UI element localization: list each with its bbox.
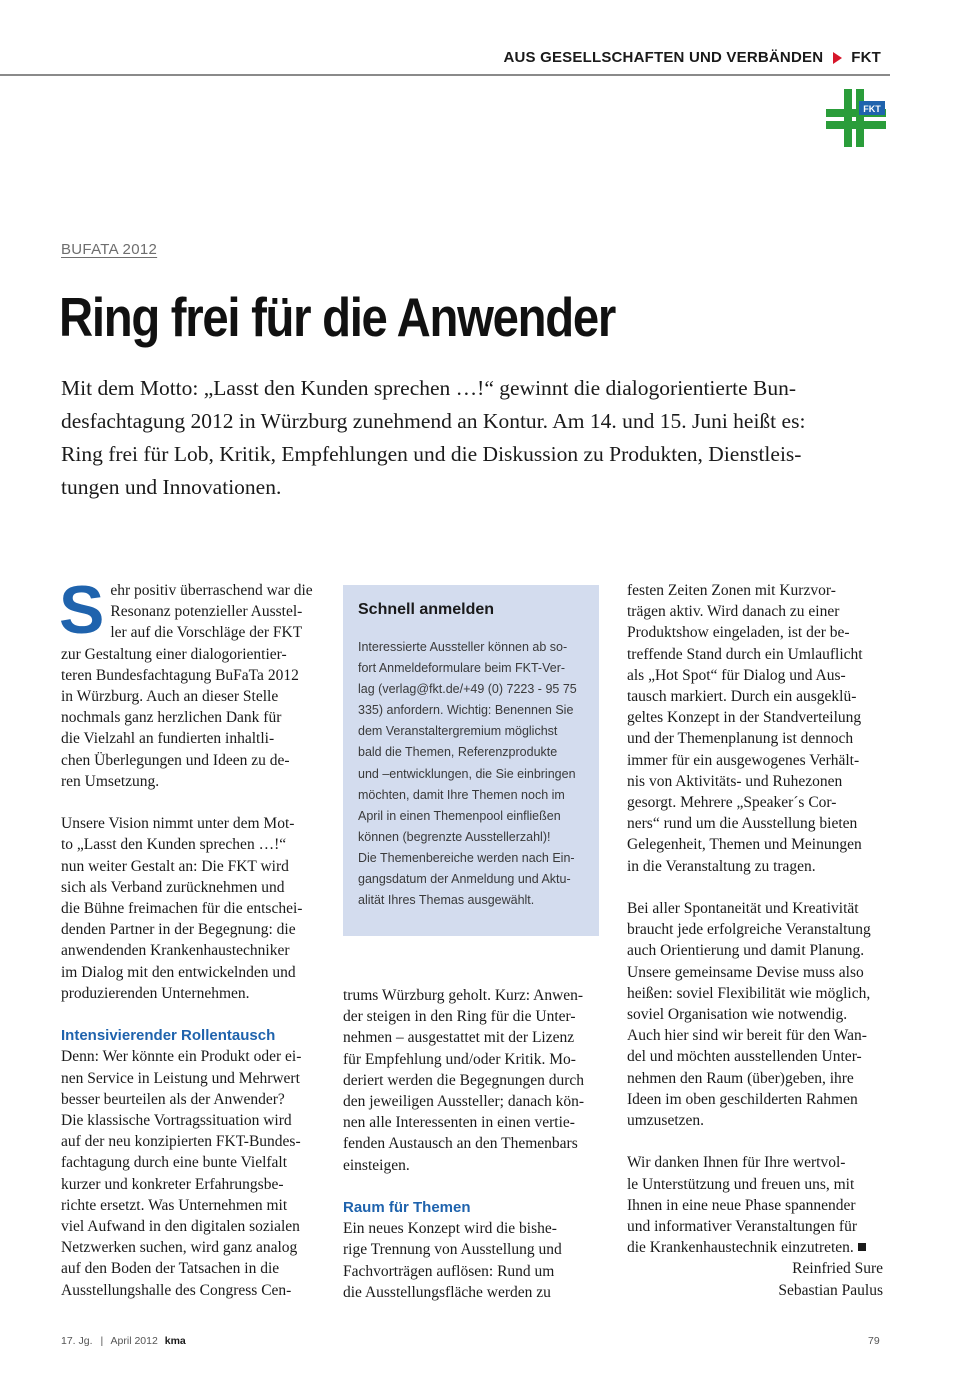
text-line: le Unterstützung und freuen uns, mit	[627, 1175, 855, 1193]
text-line: treffende Stand durch ein Umlauflicht	[627, 645, 863, 663]
end-mark-icon	[858, 1243, 866, 1251]
text-line: auch Orientierung und damit Planung.	[627, 942, 865, 960]
body-column-1	[59, 572, 317, 1301]
text-line: Ideen im oben geschilderten Rahmen	[627, 1090, 858, 1108]
text-line: und informativer Veranstaltungen für	[627, 1218, 857, 1236]
info-box-title: Schnell anmelden	[358, 601, 495, 618]
info-line: alität Ihres Themas ausgewählt.	[358, 893, 535, 908]
text-line: in die Veranstaltung zu tragen.	[627, 857, 816, 875]
text-line: richte ersetzt. Was Unternehmen mit	[61, 1196, 288, 1214]
text-line: teren Bundesfachtagung BuFaTa 2012	[61, 666, 299, 684]
info-line: bald die Themen, Referenzprodukte	[358, 745, 558, 760]
text-line: Resonanz potenzieller Ausstel-	[110, 603, 303, 621]
info-line: können (begrenzte Ausstellerzahl)!	[358, 829, 551, 844]
text-line: Produktshow eingeladen, ist der be-	[627, 624, 850, 642]
info-line: April in einen Themenpool einfließen	[358, 808, 561, 823]
info-line: Interessierte Aussteller können ab so-	[358, 640, 568, 654]
text-line: del und möchten ausstellenden Unter-	[627, 1048, 862, 1066]
lead-line: desfachtagung 2012 in Würzburg zunehmend an Kontur. Am 14. und 15. Juni heißt es:	[61, 409, 806, 433]
text-line: Wir danken Ihnen für Ihre wertvol-	[627, 1154, 846, 1172]
drop-cap: S	[59, 572, 105, 648]
text-line: nochmals ganz herzlichen Dank für	[61, 709, 282, 727]
text-line: in Würzburg. Auch an dieser Stelle	[61, 688, 279, 706]
text-line: deriert werden die Begegnungen durch	[343, 1071, 585, 1089]
text-line: für Empfehlung und/oder Kritik. Mo-	[343, 1050, 576, 1068]
text-line: auf der neu konzipierten FKT-Bundes-	[61, 1133, 301, 1151]
page-footer	[61, 1335, 186, 1347]
text-line: viel Aufwand in den digitalen sozialen	[61, 1218, 300, 1236]
text-line: besser beurteilen als der Anwender?	[61, 1090, 285, 1108]
section-label: AUS GESELLSCHAFTEN UND VERBÄNDEN	[503, 49, 824, 66]
text-line: nehmen den Raum (über)geben, ihre	[627, 1069, 854, 1087]
info-line: und –entwicklungen, die Sie einbringen	[358, 766, 576, 781]
text-line: Unsere gemeinsame Devise muss also	[627, 963, 864, 981]
text-line: trums Würzburg geholt. Kurz: Anwen-	[343, 987, 584, 1004]
text-line: Ein neues Konzept wird die bishe-	[343, 1220, 557, 1238]
text-line-end	[627, 1237, 883, 1258]
issue-date: April 2012	[110, 1335, 158, 1347]
text-line: trägen aktiv. Wird danach zu einer	[627, 603, 840, 621]
info-line: dem Veranstaltergremium möglichst	[358, 724, 558, 739]
text-line: die Ausstellungsfläche werden zu	[343, 1283, 551, 1301]
text-line: anwendenden Krankenhaustechniker	[61, 942, 290, 960]
text-line: ren Umsetzung.	[61, 772, 160, 790]
text-line: Auch hier sind wir bereit für den Wan-	[627, 1027, 867, 1045]
text-line: festen Zeiten Zonen mit Kurzvor-	[627, 582, 836, 599]
author-name: Reinfried Sure	[792, 1260, 883, 1278]
header-divider	[0, 74, 890, 76]
text-line: Bei aller Spontaneität und Kreativität	[627, 900, 859, 918]
text-line: nun weiter Gestalt an: Die FKT wird	[61, 857, 289, 875]
lead-line: tungen und Innovationen.	[61, 475, 282, 499]
lead-line: Ring frei für Lob, Kritik, Empfehlungen und die Diskussion zu Produkten, Dienstleis-	[61, 442, 802, 466]
text-line: Unsere Vision nimmt unter dem Mot-	[61, 815, 295, 833]
info-line: fort Anmeldeformulare beim FKT-Ver-	[358, 661, 566, 676]
text-line: Fachvorträgen auflösen: Rund um	[343, 1262, 555, 1280]
text-line: to „Lasst den Kunden sprechen …!“	[61, 836, 287, 854]
text-line: Ihnen in eine neue Phase spannender	[627, 1196, 856, 1214]
issue-label: 17. Jg.	[61, 1335, 93, 1347]
triangle-arrow-icon	[833, 52, 842, 64]
subheading: Raum für Themen	[343, 1199, 471, 1217]
text-line: der steigen in den Ring für die Unter-	[343, 1008, 576, 1026]
text-line: Ausstellungshalle des Congress Cen-	[61, 1281, 292, 1299]
text-line: fenden Austausch an den Themenbars	[343, 1135, 578, 1153]
text-line: produzierenden Unternehmen.	[61, 984, 250, 1002]
info-line: Die Themenbereiche werden nach Ein-	[358, 850, 575, 865]
text-line: gesorgt. Mehrere „Speaker´s Cor-	[627, 794, 837, 812]
info-line: 335) anfordern. Wichtig: Benennen Sie	[358, 703, 574, 718]
text-line: kurzer und konkreter Erfahrungsbe-	[61, 1175, 284, 1193]
text-line: als „Hot Spot“ für Dialog und Aus-	[627, 666, 846, 684]
text-line: auf den Boden der Tatsachen in die	[61, 1260, 280, 1278]
info-box-body	[358, 637, 587, 911]
page-number: 79	[868, 1335, 880, 1347]
text-line: ners“ rund um die Ausstellung bieten	[627, 815, 858, 833]
text-line: heißen: soviel Flexibilität wie möglich,	[627, 984, 871, 1002]
logo-text: FKT	[863, 104, 881, 114]
text-line: Netzwerken suchen, wird ganz analog	[61, 1239, 298, 1257]
text-line: im Dialog mit den entwickelnden und	[61, 963, 296, 981]
text-line: immer für ein ausgewogenes Verhält-	[627, 751, 860, 769]
body-column-3	[627, 580, 883, 1301]
text-line: fachtagung durch eine bunte Vielfalt	[61, 1154, 288, 1172]
text-line: nis von Aktivitäts- und Ruhezonen	[627, 772, 843, 790]
fkt-cross-logo	[826, 89, 886, 147]
org-label: FKT	[851, 49, 881, 66]
text-line: die Bühne freimachen für die entschei-	[61, 900, 303, 918]
text-line: geltes Konzept in der Standverteilung	[627, 709, 862, 727]
footer-separator: |	[100, 1335, 104, 1347]
magazine-brand: kma	[164, 1335, 186, 1347]
text-line: chen Überlegungen und Ideen zu de-	[61, 751, 290, 769]
text-line: nehmen – ausgestattet mit der Lizenz	[343, 1029, 575, 1047]
text-line: sich als Verband zurücknehmen und	[61, 878, 285, 896]
text-line: Gelegenheit, Themen und Meinungen	[627, 836, 862, 854]
article-kicker: BUFATA 2012	[61, 241, 158, 258]
text-line: Denn: Wer könnte ein Produkt oder ei-	[61, 1048, 302, 1066]
text-line: Die klassische Vortragssituation wird	[61, 1112, 292, 1130]
text-line: rige Trennung von Ausstellung und	[343, 1241, 562, 1259]
article-title: Ring frei für die Anwender	[59, 286, 616, 348]
author-name: Sebastian Paulus	[778, 1281, 883, 1299]
body-column-2	[343, 985, 599, 1303]
subheading: Intensivierender Rollentausch	[61, 1027, 276, 1045]
article-lead	[61, 372, 861, 504]
text-line: soviel Organisation wie notwendig.	[627, 1006, 848, 1024]
lead-line: Mit dem Motto: „Lasst den Kunden sprechen …!“ gewinnt die dialogorientierte Bun-	[61, 376, 796, 400]
info-line: lag (verlag@fkt.de/+49 (0) 7223 - 95 75	[358, 682, 577, 697]
info-line: möchten, damit Ihre Themen noch im	[358, 787, 565, 802]
info-line: gangsdatum der Anmeldung und Aktu-	[358, 872, 571, 887]
text-line: denden Partner in der Begegnung: die	[61, 921, 296, 939]
text-line: die Vielzahl an fundierten inhaltli-	[61, 730, 275, 748]
text-line: nen alle Interessenten in einen vertie-	[343, 1114, 575, 1132]
text-line: den jeweiligen Aussteller; danach kön-	[343, 1093, 585, 1111]
text-line: einsteigen.	[343, 1156, 410, 1174]
text-line: umzusetzen.	[627, 1112, 705, 1130]
section-header	[503, 49, 881, 66]
text-line: zur Gestaltung einer dialogorientier-	[61, 645, 287, 663]
text-line: ehr positiv überraschend war die	[110, 582, 313, 599]
text-line: braucht jede erfolgreiche Veranstaltung	[627, 921, 871, 939]
info-box	[343, 585, 599, 936]
text-line: die Krankenhaustechnik einzutreten.	[627, 1239, 854, 1257]
text-line: ler auf die Vorschläge der FKT	[110, 624, 303, 642]
text-line: tausch markiert. Durch ein ausgeklü-	[627, 688, 857, 706]
text-line: nen Service in Leistung und Mehrwert	[61, 1069, 300, 1087]
text-line: und der Themenplanung ist dennoch	[627, 730, 854, 748]
